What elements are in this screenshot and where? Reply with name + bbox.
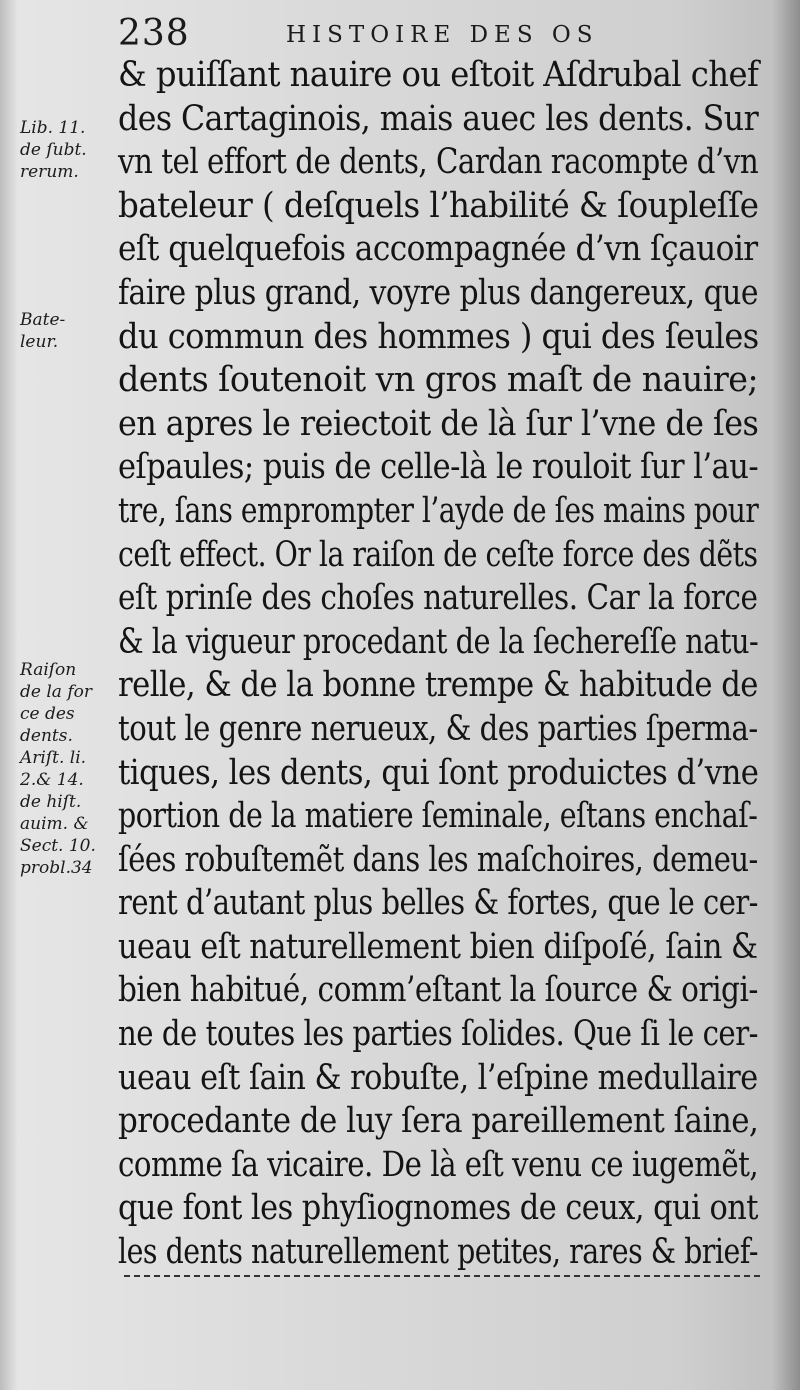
margin-note-bateleur — [20, 309, 124, 353]
margin-note-line: Bate- — [20, 310, 66, 330]
text-line: ueau eſt ſain & robuſte, l’eſpine medullaire — [118, 1057, 758, 1098]
text-line: portion de la matiere ſeminale, eſtans enchaſ- — [118, 796, 758, 837]
text-line: vn tel effort de dents, Cardan racompte d’vn — [118, 142, 759, 183]
margin-note-lib — [20, 117, 124, 183]
margin-note-line: probl.34 — [20, 858, 93, 878]
text-line: relle, & de la bonne trempe & habitude de — [118, 665, 758, 706]
text-line: eſpaules; puis de celle-là le rouloit ſur l’au- — [118, 447, 759, 488]
text-line: ueau eſt naturellement bien diſpoſé, ſain & — [118, 926, 758, 967]
margin-note-line: de la for — [20, 682, 92, 702]
text-line: du commun des hommes ) qui des ſeules — [118, 316, 759, 357]
text-line: eſt prinſe des choſes naturelles. Car la force — [118, 578, 758, 619]
margin-note-raison — [20, 659, 124, 879]
running-head: HISTOIRE DES OS — [286, 22, 599, 48]
text-line: & la vigueur procedant de la ſechereſſe natu- — [118, 621, 759, 662]
text-line: procedante de luy ſera pareillement ſaine, — [118, 1101, 759, 1142]
text-line: rent d’autant plus belles & fortes, que le cer- — [118, 883, 758, 924]
page-number: 238 — [118, 13, 190, 54]
text-line: dents ſoutenoit vn gros maſt de nauire; — [118, 360, 759, 401]
text-line: en apres le reiectoit de là ſur l’vne de ſes — [118, 403, 759, 444]
margin-note-line: Sect. 10. — [20, 836, 96, 856]
text-line: & puiſſant nauire ou eſtoit Aſdrubal chef — [118, 55, 759, 95]
text-line: tout le genre nerueux, & des parties ſperma- — [118, 708, 758, 749]
text-line: eſt quelquefois accompagnée d’vn ſçauoir — [118, 229, 758, 270]
text-line: faire plus grand, voyre plus dangereux, que — [118, 272, 759, 313]
margin-note-line: dents. — [20, 726, 73, 746]
body-text — [118, 54, 768, 1275]
margin-note-line: ce des — [20, 704, 75, 724]
text-line: ceſt effect. Or la raiſon de ceſte force des dẽts — [118, 534, 758, 575]
margin-note-line: de hiſt. — [20, 792, 82, 812]
margin-note-line: de ſubt. — [20, 140, 87, 160]
text-line: comme ſa vicaire. De là eſt venu ce iugemẽt, — [118, 1144, 759, 1185]
margin-note-line: Raiſon — [20, 660, 77, 680]
margin-note-line: auim. & — [20, 814, 89, 834]
text-line: tiques, les dents, qui ſont produictes d’vne — [118, 752, 759, 793]
bottom-rule — [124, 1275, 760, 1277]
text-line: tre, ſans emprompter l’ayde de ſes mains pour — [118, 490, 759, 531]
text-line: des Cartaginois, mais auec les dents. Sur — [118, 98, 759, 139]
margin-note-line: rerum. — [20, 162, 79, 182]
text-line: les dents naturellement petites, rares & brief- — [118, 1232, 758, 1273]
text-line: bateleur ( deſquels l’habilité & ſoupleſſe — [118, 185, 759, 226]
margin-note-line: leur. — [20, 332, 59, 352]
margin-note-line: Ariſt. li. — [20, 748, 87, 768]
margin-note-line: Lib. 11. — [20, 118, 86, 138]
text-line: bien habitué, comm’eſtant la ſource & origi- — [118, 970, 758, 1011]
text-line: que font les phyſiognomes de ceux, qui ont — [118, 1188, 759, 1229]
margin-note-line: 2.& 14. — [20, 770, 84, 790]
page-header — [118, 14, 758, 54]
binding-shadow — [0, 0, 18, 1390]
text-line: ſées robuſtemẽt dans les maſchoires, demeu- — [118, 839, 758, 880]
text-line: ne de toutes les parties ſolides. Que ſi le cer- — [118, 1014, 759, 1055]
page-edge-shadow — [772, 0, 800, 1390]
